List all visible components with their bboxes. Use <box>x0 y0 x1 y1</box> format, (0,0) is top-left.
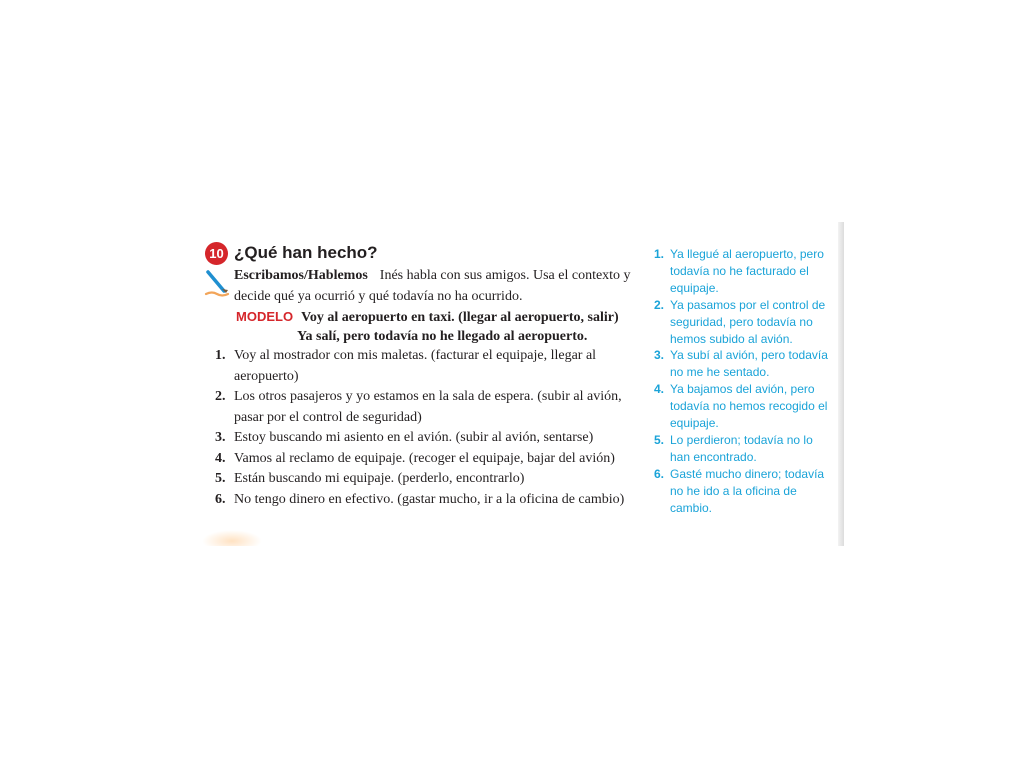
exercise-item <box>215 387 645 428</box>
exercise-item <box>215 490 645 511</box>
item-number: 1. <box>215 348 226 363</box>
answer-text: Gasté mucho dinero; todavía no he ido a la oficina de cambio. <box>670 466 825 515</box>
modelo-answer: Ya salí, pero todavía no he llegado al aeropuerto. <box>297 329 588 344</box>
answer-number: 6. <box>654 466 665 481</box>
item-number: 3. <box>215 430 226 445</box>
textbook-page-scan <box>198 222 844 546</box>
answer-item <box>654 246 832 297</box>
answer-number: 1. <box>654 247 665 261</box>
answer-number: 5. <box>654 432 665 447</box>
item-number: 6. <box>215 491 226 507</box>
exercise-item <box>215 346 645 387</box>
item-text: Voy al mostrador con mis maletas. (facturar el equipaje, llegar al aeropuerto) <box>234 348 597 384</box>
item-number: 2. <box>215 389 226 404</box>
page-edge-shadow <box>838 222 844 546</box>
answer-text: Ya subí al avión, pero todavía no me he sentado. <box>670 348 828 380</box>
item-text: Estoy buscando mi asiento en el avión. (subir al avión, sentarse) <box>234 430 594 445</box>
skill-label: Escribamos/Hablemos <box>234 268 368 283</box>
item-text: Los otros pasajeros y yo estamos en la sala de espera. (subir al avión, pasar por el control de seguridad) <box>234 389 622 425</box>
instructions-text: Inés habla con sus amigos. Usa el contexto y decide qué ya ocurrió y qué todavía no ha ocurrido. <box>234 268 631 304</box>
answer-number: 4. <box>654 382 665 397</box>
answer-text: Lo perdieron; todavía no lo han encontrado. <box>670 432 813 464</box>
exercise-items <box>215 346 645 510</box>
item-text: No tengo dinero en efectivo. (gastar mucho, ir a la oficina de cambio) <box>234 491 625 507</box>
modelo-prompt: Voy al aeropuerto en taxi. (llegar al aeropuerto, salir) <box>301 310 619 325</box>
answer-item <box>654 297 832 348</box>
answer-item <box>654 347 832 381</box>
modelo-example <box>236 307 656 346</box>
exercise-item <box>215 449 645 470</box>
answer-item <box>654 466 832 517</box>
item-number: 4. <box>215 450 226 466</box>
answer-key <box>654 246 832 517</box>
answer-number: 3. <box>654 348 665 363</box>
page-smudge <box>202 530 262 546</box>
item-text: Vamos al reclamo de equipaje. (recoger el equipaje, bajar del avión) <box>234 450 615 466</box>
exercise-item <box>215 469 645 490</box>
activity-title: ¿Qué han hecho? <box>234 243 378 262</box>
pencil-icon <box>204 270 230 298</box>
answer-text: Ya pasamos por el control de seguridad, pero todavía no hemos subido al avión. <box>670 297 826 346</box>
answer-text: Ya bajamos del avión, pero todavía no hemos recogido el equipaje. <box>670 382 828 431</box>
activity-number-badge: 10 <box>205 242 228 265</box>
item-text: Están buscando mi equipaje. (perderlo, encontrarlo) <box>234 471 525 486</box>
modelo-label: MODELO <box>236 309 294 324</box>
exercise-item <box>215 428 645 449</box>
answer-text: Ya llegué al aeropuerto, pero todavía no he facturado el equipaje. <box>670 247 824 295</box>
item-number: 5. <box>215 471 226 486</box>
instructions <box>234 266 634 307</box>
answer-item <box>654 381 832 432</box>
answer-number: 2. <box>654 297 665 312</box>
answer-item <box>654 432 832 466</box>
